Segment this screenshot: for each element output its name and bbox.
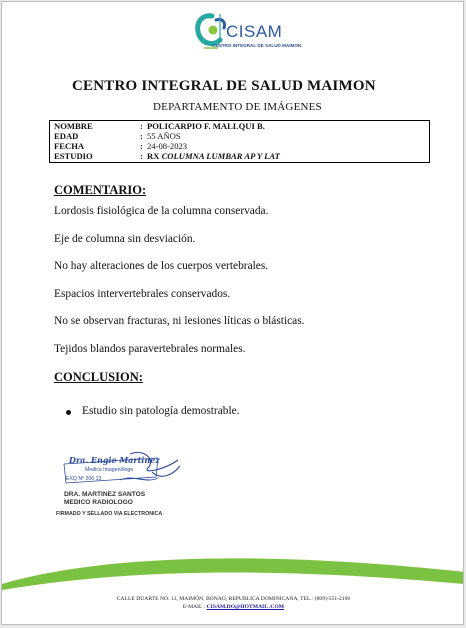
study-prefix: RX <box>147 151 160 161</box>
comentario-line: Eje de columna sin desviación. <box>54 233 196 245</box>
footer-address: CALLE DUARTE NO. 13, MAIMÓN, BONAO, REPUBLICA DOMINICANA, TEL.: (809)-551-2196 <box>116 596 351 602</box>
study-name: COLUMNA LUMBAR AP Y LAT <box>161 151 280 161</box>
info-colon: : <box>140 131 143 141</box>
info-label: NOMBRE <box>54 121 93 131</box>
logo-subtitle: CENTRO INTEGRAL DE SALUD MAIMON <box>212 43 302 48</box>
bullet-icon <box>66 410 71 415</box>
info-colon: : <box>140 151 143 161</box>
doctor-name: DRA. MARTINEZ SANTOS <box>64 491 146 498</box>
info-colon: : <box>140 141 143 151</box>
info-label: FECHA <box>54 141 85 151</box>
report-page <box>1 1 464 625</box>
stamp-doctor-role: Medico Imagenólogo <box>85 467 134 473</box>
comentario-heading: COMENTARIO: <box>54 183 147 197</box>
comentario-line: No hay alteraciones de los cuerpos vertebrales. <box>54 260 269 272</box>
comentario-line: Espacios intervertebrales conservados. <box>54 288 231 300</box>
logo-brand-text: CISAM <box>226 22 283 41</box>
footer-email-line <box>2 604 464 610</box>
patient-name-value: POLICARPIO F. MALLQUI B. <box>147 121 265 131</box>
signature-stamp <box>60 450 185 492</box>
comentario-line: Lordosis fisiológica de la columna conservada. <box>54 205 269 217</box>
department-name: DEPARTAMENTO DE IMÁGENES <box>153 101 322 113</box>
document-title: CENTRO INTEGRAL DE SALUD MAIMON <box>72 78 376 94</box>
info-label: EDAD <box>54 131 79 141</box>
patient-age-value: 55 AÑOS <box>147 131 181 141</box>
footer-email-label: E-MAIL : <box>182 604 206 610</box>
study-date-value: 24-08-2023 <box>147 141 188 151</box>
conclusion-item-text: Estudio sin patología demostrable. <box>82 405 240 417</box>
info-colon: : <box>140 121 143 131</box>
footer-green-band <box>2 550 464 625</box>
comentario-line: No se observan fracturas, ni lesiones líticas o blásticas. <box>54 315 305 327</box>
info-label: ESTUDIO <box>54 151 93 161</box>
comentario-line: Tejidos blandos paravertebrales normales. <box>54 343 246 355</box>
stamp-exequatur: EXQ Nº 206 13 <box>66 476 102 482</box>
study-value <box>147 152 280 161</box>
patient-info-box <box>49 120 430 163</box>
doctor-title: MEDICO RADIOLOGO <box>64 499 133 506</box>
electronic-signature-note: FIRMADO Y SELLADO VIA ELECTRONICA <box>56 511 163 517</box>
stamp-doctor-name: Dra. Engie Martinez <box>69 455 160 465</box>
cisam-logo <box>190 10 300 56</box>
conclusion-heading: CONCLUSION: <box>54 370 143 384</box>
footer-email-link[interactable]: CISAM.DO@HOTMAIL .COM <box>206 604 285 610</box>
